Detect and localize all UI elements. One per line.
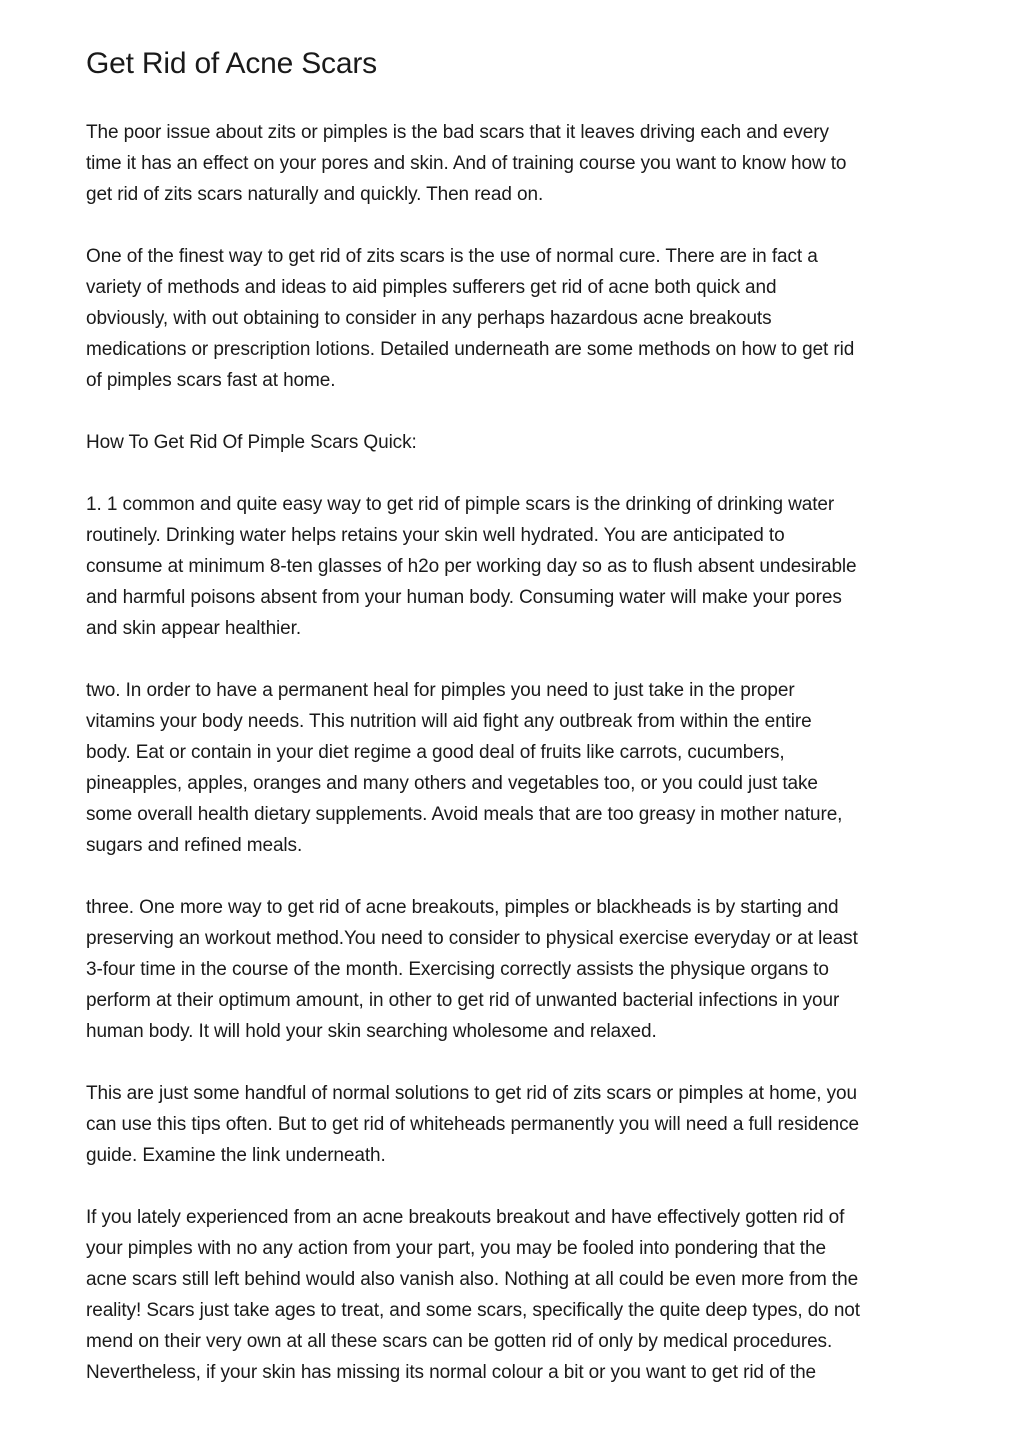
paragraph-spacer [86,396,946,427]
paragraph-line: consume at minimum 8-ten glasses of h2o per working day so as to flush absent undesirable [86,556,857,577]
paragraph-line: human body. It will hold your skin searching wholesome and relaxed. [86,1021,657,1042]
paragraph [86,675,946,861]
paragraph [86,1202,946,1388]
paragraph-line: The poor issue about zits or pimples is the bad scars that it leaves driving each and every [86,122,829,143]
paragraph-line: 3-four time in the course of the month. Exercising correctly assists the physique organs to [86,959,829,980]
paragraph-line: One of the finest way to get rid of zits scars is the use of normal cure. There are in fact a [86,246,818,267]
document-page [86,40,946,1388]
paragraph-line: medications or prescription lotions. Detailed underneath are some methods on how to get rid [86,339,855,360]
paragraph-spacer [86,861,946,892]
paragraph-line: and skin appear healthier. [86,618,302,639]
paragraph-line: perform at their optimum amount, in other to get rid of unwanted bacterial infections in your [86,990,840,1011]
paragraph-line: preserving an workout method.You need to consider to physical exercise everyday or at least [86,928,858,949]
paragraph-line: This are just some handful of normal solutions to get rid of zits scars or pimples at home, you [86,1083,857,1104]
paragraph [86,241,946,396]
paragraph-spacer [86,210,946,241]
paragraph-line: your pimples with no any action from your part, you may be fooled into pondering that the [86,1238,826,1259]
paragraph-spacer [86,458,946,489]
paragraph-line: Nevertheless, if your skin has missing its normal colour a bit or you want to get rid of the [86,1362,817,1383]
paragraph-line: acne scars still left behind would also vanish also. Nothing at all could be even more from the [86,1269,859,1290]
paragraph-line: and harmful poisons absent from your human body. Consuming water will make your pores [86,587,842,608]
paragraph-line: If you lately experienced from an acne breakouts breakout and have effectively gotten rid of [86,1207,845,1228]
paragraph [86,892,946,1047]
page-title: Get Rid of Acne Scars [86,47,377,80]
paragraph-line: 1. 1 common and quite easy way to get rid of pimple scars is the drinking of drinking water [86,494,835,515]
paragraph [86,117,946,210]
paragraph-spacer [86,644,946,675]
paragraph-line: some overall health dietary supplements. Avoid meals that are too greasy in mother nature, [86,804,843,825]
paragraph [86,427,946,458]
paragraph-spacer [86,1047,946,1078]
paragraph-line: three. One more way to get rid of acne breakouts, pimples or blackheads is by starting and [86,897,839,918]
paragraph-line: pineapples, apples, oranges and many others and vegetables too, or you could just take [86,773,818,794]
paragraph-line: get rid of zits scars naturally and quickly. Then read on. [86,184,544,205]
paragraph [86,1078,946,1171]
paragraph-line: routinely. Drinking water helps retains your skin well hydrated. You are anticipated to [86,525,785,546]
paragraph-line: sugars and refined meals. [86,835,303,856]
document-body [86,117,946,1388]
paragraph-line: vitamins your body needs. This nutrition will aid fight any outbreak from within the entire [86,711,812,732]
paragraph-line: mend on their very own at all these scars can be gotten rid of only by medical procedures. [86,1331,833,1352]
paragraph-line: reality! Scars just take ages to treat, and some scars, specifically the quite deep types, do not [86,1300,860,1321]
paragraph-line: How To Get Rid Of Pimple Scars Quick: [86,432,417,453]
paragraph-line: body. Eat or contain in your diet regime a good deal of fruits like carrots, cucumbers, [86,742,785,763]
paragraph-line: obviously, with out obtaining to consider in any perhaps hazardous acne breakouts [86,308,772,329]
paragraph-line: two. In order to have a permanent heal for pimples you need to just take in the proper [86,680,795,701]
paragraph-line: of pimples scars fast at home. [86,370,336,391]
paragraph-line: variety of methods and ideas to aid pimples sufferers get rid of acne both quick and [86,277,777,298]
title-spacer [86,88,946,117]
paragraph [86,489,946,644]
paragraph-spacer [86,1171,946,1202]
paragraph-line: time it has an effect on your pores and skin. And of training course you want to know how to [86,153,847,174]
paragraph-line: can use this tips often. But to get rid of whiteheads permanently you will need a full residence [86,1114,860,1135]
paragraph-line: guide. Examine the link underneath. [86,1145,386,1166]
